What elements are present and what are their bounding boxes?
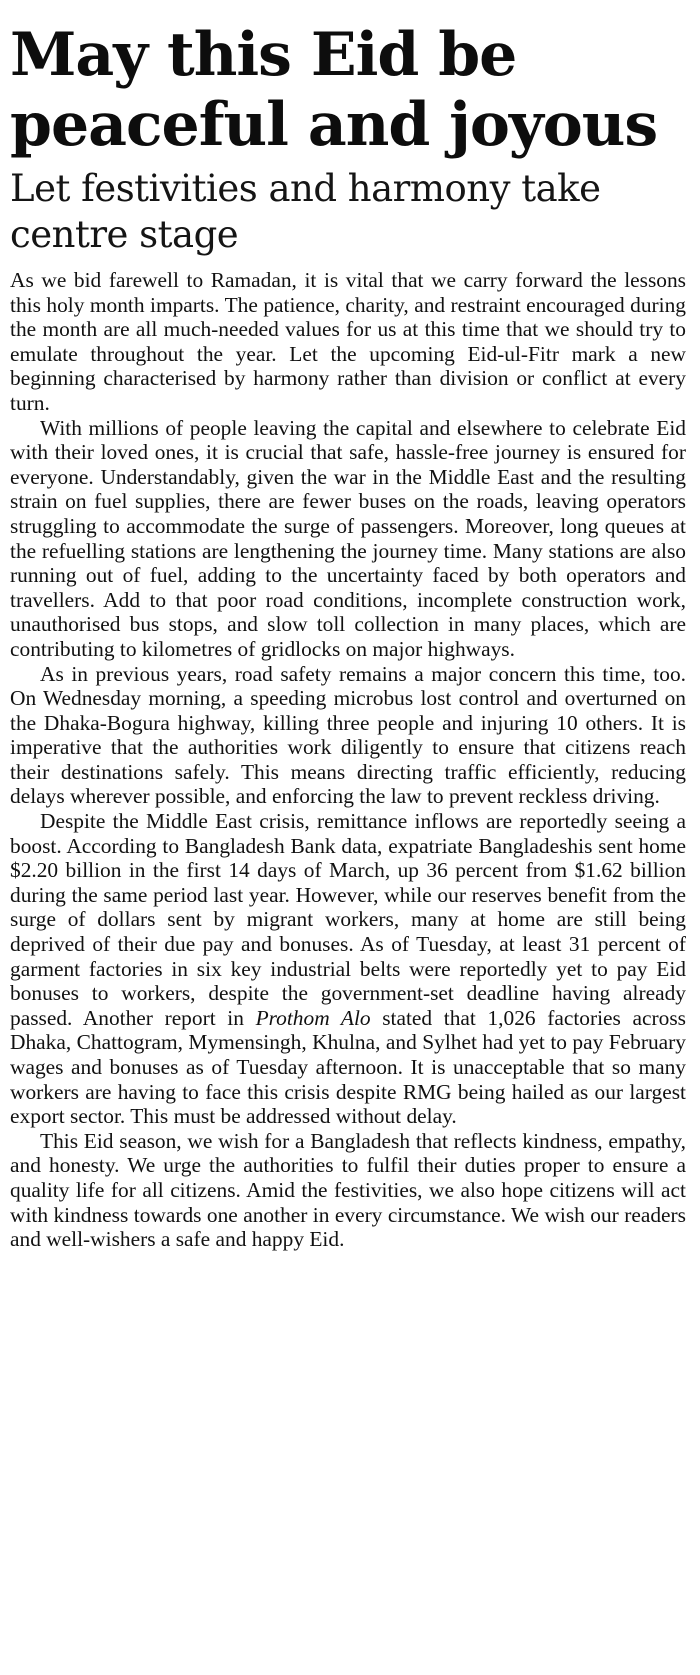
- editorial-article: [0, 20, 700, 1252]
- paragraph-5: This Eid season, we wish for a Bangladesh that reflects kindness, empathy, and honesty. We urge the authorities to fulfil their duties proper to ensure a quality life for all citizens. Amid the festivities, we also hope citizens will act with kindness towards one another in every circumstance. We wish our readers and well-wishers a safe and happy Eid.: [10, 1128, 686, 1252]
- paragraph-2: With millions of people leaving the capital and elsewhere to celebrate Eid with their loved ones, it is crucial that safe, hassle-free journey is ensured for everyone. Understandably, given the war in the Middle East and the resulting strain on fuel supplies, there are fewer buses on the roads, leaving operators struggling to accommodate the surge of passengers. Moreover, long queues at the refuelling stations are lengthening the journey time. Many stations are also running out of fuel, adding to the uncertainty faced by both operators and travellers. Add to that poor road conditions, incomplete construction work, unauthorised bus stops, and slow toll collection in many places, which are contributing to kilometres of gridlocks on major highways.: [10, 415, 686, 661]
- paragraph-4: [10, 809, 686, 1129]
- paragraph-3: As in previous years, road safety remains a major concern this time, too. On Wednesday morning, a speeding microbus lost control and overturned on the Dhaka-Bogura highway, killing three people and injuring 10 others. It is imperative that the authorities work diligently to ensure that citizens reach their destinations safely. This means directing traffic efficiently, reducing delays wherever possible, and enforcing the law to prevent reckless driving.: [10, 661, 686, 809]
- paragraph-4-text-before: Despite the Middle East crisis, remittance inflows are reportedly seeing a boost. According to Bangladesh Bank data, expatriate Bangladeshis sent home $2.20 billion in the first 14 days of March, up 36 percent from $1.62 billion during the same period last year. However, while our reserves benefit from the surge of dollars sent by migrant workers, many at home are still being deprived of their due pay and bonuses. As of Tuesday, at least 31 percent of garment factories in six key industrial belts were reportedly yet to pay Eid bonuses to workers, despite the government-set deadline having already passed. Another report in: [10, 809, 686, 1030]
- headline: May this Eid be peaceful and joyous: [10, 20, 658, 160]
- subheadline: Let festivities and harmony take centre stage: [10, 167, 601, 256]
- publication-name: Prothom Alo: [255, 1005, 371, 1030]
- article-body: [10, 268, 686, 1252]
- paragraph-1: As we bid farewell to Ramadan, it is vital that we carry forward the lessons this holy month imparts. The patience, charity, and restraint encouraged during the month are all much-needed values for us at this time that we should try to emulate throughout the year. Let the upcoming Eid-ul-Fitr mark a new beginning characterised by harmony rather than division or conflict at every turn.: [10, 268, 686, 415]
- paragraph-4-text-after: stated that 1,026 factories across Dhaka, Chattogram, Mymensingh, Khulna, and Sylhet had yet to pay February wages and bonuses as of Tuesday afternoon. It is unacceptable that so many workers are having to face this crisis despite RMG being hailed as our largest export sector. This must be addressed without delay.: [10, 1005, 686, 1129]
